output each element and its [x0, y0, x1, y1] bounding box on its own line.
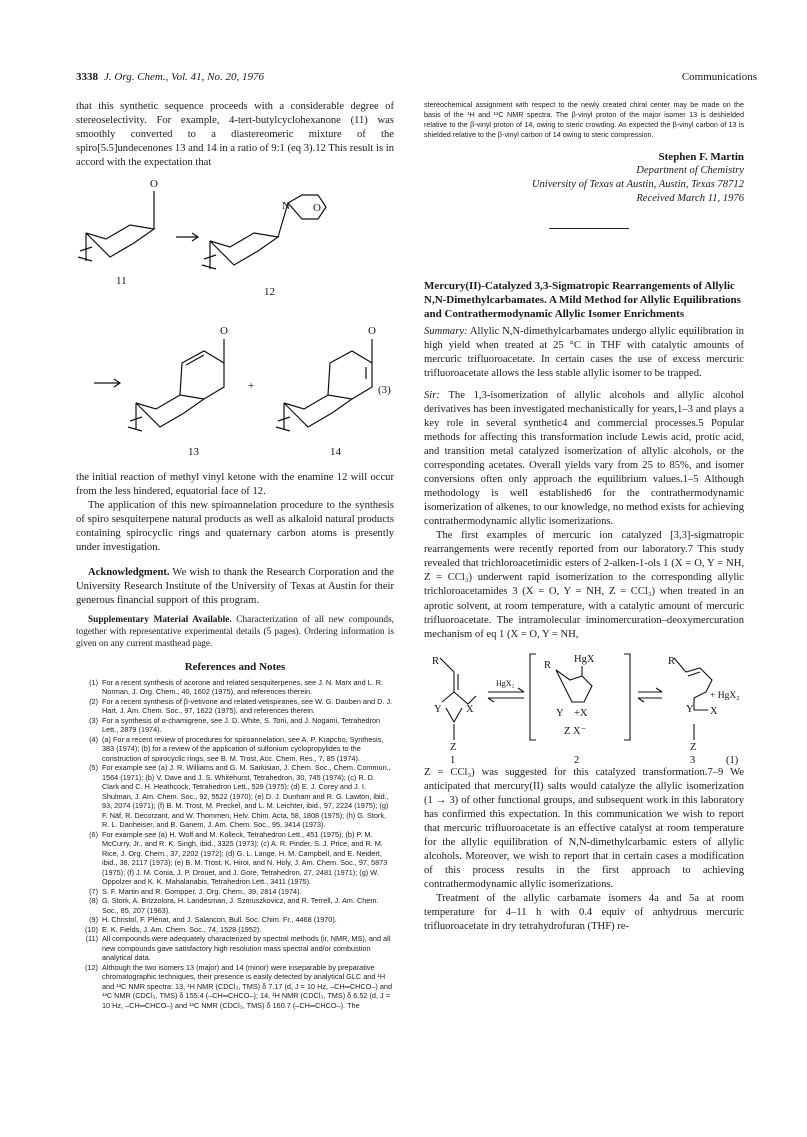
- c12-nitrogen: N: [282, 200, 290, 213]
- reference-text: (a) For a recent review of procedures for spiroannelation, see A. P. Krapcho, Synthesis, 383 (1974); (b) for a review of the application of sulfonium cyclopropylides to the construction of spirocyclic rings, see B. M. Trost, Acc. Chem. Res., 7, 85 (1974).: [102, 734, 384, 763]
- right-column: [424, 100, 744, 934]
- left-column: [76, 100, 394, 1010]
- reference-item: [76, 896, 394, 915]
- ack-heading: Acknowledgment.: [88, 566, 170, 578]
- references-title: References and Notes: [184, 660, 286, 673]
- scheme-eq3: [76, 171, 394, 469]
- article-title: Mercury(II)-Catalyzed 3,3-Sigmatropic Rearrangements of Allylic N,N-Dimethylcarbamates. A Mild Method for Allylic Equilibrations and Contrathermodynamic Allylic Isomer Enrichments: [424, 279, 741, 320]
- c12-oxygen: O: [313, 202, 321, 215]
- eq1-R-3: R: [668, 655, 676, 667]
- reference-item: [76, 963, 394, 1011]
- reference-item: [76, 716, 394, 735]
- reference-text: For a synthesis of α-chamigrene, see J. D. White, S. Torii, and J. Nogami, Tetrahedron Lett., 2879 (1974).: [102, 715, 381, 735]
- reference-number: (10): [85, 924, 98, 934]
- received-date: Received March 11, 1976: [636, 192, 744, 204]
- eq1-Z-1: Z: [450, 741, 457, 753]
- eq1-X-1: X: [466, 703, 474, 715]
- reference-12-continued: stereochemical assignment with respect to the newly created chiral center may be made on the basis of the ¹H and ¹³C NMR spectra. The β-vinyl proton of the major isomer 13 is deshielded relative to the β-vinyl proton of 14, owing to steric crowding. As expected the β-vinyl carbon of 13 is shielded relative to the β-vinyl carbon of 14 owing to steric compression.: [424, 100, 744, 139]
- paragraph-3: Z = CCl₃) was suggested for this catalyzed transformation.7–9 We anticipated that mercury(II) salts would catalyze the allylic isomerization (1 → 3) of other functional groups, and subsequent work in this laboratory has confirmed this expectation. In this communication we wish to report that mercuric trifluoroacetate is an effective catalyst at room temperature for the allylic equilibration of N,N-dimethylcarbamic esters of allylic alcohols. Moreover, we wish to report that in certain cases a modification of this process results in the first approach to achieving contrathermodynamic allylic isomerizations.: [424, 766, 744, 891]
- reference-item: [76, 887, 394, 897]
- reference-text: For example see (a) J. R. Williams and G. M. Sarkisian, J. Chem. Soc., Chem. Commun., 1564 (1971); (b) V. Dave and J. S. Whitehurst, Tetrahedron, 30, 745 (1974); (c) R. D. Clark and C. H. Heathcock, Tetrahedron Lett., 529 (1975); (d) E. J. Corey and J. I. Shulman, J. Am. Chem. Soc., 92, 5522 (1970); (e) D. J. Dunham and R. G. Lawton, ibid., 93, 2074 (1971); (f) B. M. Trost, M. Preckel, and L. M. Leichter, ibid., 97, 2224 (1975); (g) F. Näf, R. Decorzant, and W. Thommen, Helv. Chim. Acta, 58, 1808 (1975); (h) G. Stork, R. L. Danheiser, and B. Ganem, J. Am. Chem. Soc., 95, 3414 (1973).: [102, 763, 391, 830]
- paragraph-1: [424, 389, 744, 529]
- reference-item: [76, 830, 394, 887]
- label-13: 13: [188, 446, 199, 459]
- reference-text: For example see (a) H. Wolf and M. Kolleck, Tetrahedron Lett., 451 (1975); (b) P. M. McCurry, Jr., and R. K. Singh, ibid., 3325 (1973); (c) A. R. Pinder, S. J. Price, and R. M. Rice, J. Org. Chem., 37, 2202 (1972); (d) G. L. Lange, H. M. Campbell, and E. Neidert, ibid., 38, 2117 (1973); (e) B. M. Trost, K. Hiroi, and N. Holy, J. Am. Chem. Soc., 97, 5873 (1975); (f) J. M. Conia, J. P. Drouet, and J. Gore, Tetrahedron, 27, 2481 (1971); (g) W. Oppolzer and K. K. Mahalanabis, Tetrahedron Lett., 3411 (1975).: [102, 829, 388, 887]
- eq1-Z-3: Z: [690, 741, 697, 753]
- paragraph-after-scheme: the initial reaction of methyl vinyl ketone with the enamine 12 will occur from the less hindered, equatorial face of 12.: [76, 472, 394, 498]
- intro-paragraph: that this synthetic sequence proceeds with a considerable degree of stereoselectivity. For example, 4-tert-butylcyclohexanone (11) was smoothly converted to a diastereomeric mixture of the spiro[5.5]undecenones 13 and 14 in a ratio of 9:1 (eq 3).12 This result is in accord with the expectation that: [76, 101, 394, 169]
- eq1-R-1: R: [432, 655, 440, 667]
- c13-oxygen: O: [220, 325, 228, 338]
- reference-item: [76, 934, 394, 963]
- reference-item: [76, 763, 394, 830]
- ack-body: We wish to thank the Research Corporation and the University Research Institute of the University of Texas at Austin for their generous financial support of this program.: [76, 566, 394, 606]
- label-12: 12: [264, 286, 275, 299]
- reference-text: All compounds were adequately characterized by spectral methods (ir, NMR, MS), and all new compounds gave satisfactory high resolution mass spectral and/or combustion analytical data.: [102, 934, 391, 963]
- reference-item: [76, 925, 394, 935]
- reference-text: Although the two isomers 13 (major) and 14 (minor) were inseparable by preparative chromatographic techniques, their presence is easily detected by analytical GLC and ¹H and ¹³C NMR spectra: 13, ¹H NMR (CDCl₃, TMS) δ 7.17 (d, J = 10 Hz, –CH═CHCO–) and ¹³C NMR (CDCl₃, TMS) δ 155.4 (–CH═CHCO–); 14, ¹H NMR (CDCl₃, TMS) δ 6.52 (d, J = 10 Hz, –CH═CHCO–) and ¹³C NMR (CDCl₃, TMS) δ 160.7 (–CH═CHCO–). The: [102, 962, 393, 1010]
- reference-number: (5): [89, 763, 98, 773]
- eq1-number: (1): [726, 754, 739, 766]
- author-name: Stephen F. Martin: [658, 150, 744, 163]
- eq1-plus-HgX2: + HgX₂: [710, 690, 740, 701]
- plus-sign: +: [248, 380, 255, 393]
- eq1-label-2: 2: [574, 754, 580, 766]
- author-university: University of Texas at Austin, Austin, Texas 78712: [531, 178, 744, 190]
- reference-text: S. F. Martin and R. Gompper, J. Org. Chem., 39, 2814 (1974).: [102, 886, 302, 896]
- reference-number: (2): [89, 696, 98, 706]
- section-divider: [549, 228, 629, 229]
- eq1-HgX: HgX: [574, 653, 595, 665]
- sir-label: Sir:: [424, 389, 440, 401]
- equation-1-drawing: [424, 646, 744, 766]
- reference-number: (8): [89, 896, 98, 906]
- c11-oxygen: O: [150, 178, 158, 191]
- header-left: [76, 71, 264, 83]
- eq1-label-3: 3: [690, 754, 696, 766]
- acknowledgment: [76, 566, 394, 608]
- reference-text: For a recent synthesis of β-vetivone and related vetispiranes, see W. G. Dauben and D. J. Hart, J. Am. Chem. Soc., 97, 1622 (1975), and references therein.: [102, 696, 393, 716]
- eq1-label-1: 1: [450, 754, 456, 766]
- reference-text: H. Christol, F. Plénat, and J. Salancon, Bull. Soc. Chim. Fr., 4468 (1970).: [102, 915, 337, 925]
- page-header: [76, 71, 757, 87]
- supplementary-material: [76, 614, 394, 650]
- reference-number: (1): [89, 677, 98, 687]
- reference-text: E. K. Fields, J. Am. Chem. Soc., 74, 1528 (1952).: [102, 924, 262, 934]
- label-14: 14: [330, 446, 341, 459]
- supp-body: Characterization of all new compounds, together with representative experimental details (5 pages). Ordering information is given on any current masthead page.: [76, 614, 394, 649]
- references-list: [76, 678, 394, 1011]
- label-11: 11: [116, 275, 127, 288]
- eq1-X-3: X: [710, 705, 718, 717]
- paragraph-4: Treatment of the allylic carbamate isomers 4a and 5a at room temperature for 4–11 h with 0.4 equiv of anhydrous mercuric trifluoroacetate in dry tetrahydrofuran (THF) re-: [424, 893, 744, 933]
- page-number: 3338: [76, 71, 98, 83]
- reference-text: G. Stork, A. Brizzolora, H. Landesman, J. Szmuszkovicz, and R. Terrell, J. Am. Chem. Soc., 85, 207 (1963).: [102, 896, 379, 915]
- eq1-R-2: R: [544, 659, 552, 671]
- section-label: Communications: [681, 71, 757, 83]
- eq1-Xplus: +X: [574, 707, 588, 719]
- author-signature: [424, 150, 744, 206]
- reference-number: (3): [89, 715, 98, 725]
- summary-text: Allylic N,N-dimethylcarbamates undergo allylic equilibration in high yield when treated at 25 °C in THF with catalytic amounts of mercuric trifluoroacetate. In certain cases the use of excess mercuric trifluoroacetate allows the less stable allylic isomer to be trapped.: [424, 325, 744, 379]
- reference-item: [76, 697, 394, 716]
- reference-item: [76, 678, 394, 697]
- eq1-Y-2: Y: [556, 707, 564, 719]
- reference-number: (6): [89, 829, 98, 839]
- reference-text: For a recent synthesis of acorone and related sesquiterpenes, see J. N. Marx and L. R. Norman, J. Org. Chem., 40, 1602 (1975), and references therein.: [102, 677, 384, 697]
- eq1-ZXminus: Z X⁻: [564, 725, 587, 737]
- equation-1: [424, 646, 744, 766]
- eq1-Y-3: Y: [686, 703, 694, 715]
- reference-item: [76, 915, 394, 925]
- c14-oxygen: O: [368, 325, 376, 338]
- journal-citation: J. Org. Chem., Vol. 41, No. 20, 1976: [104, 71, 265, 83]
- scheme-eq3-drawing: [76, 171, 394, 469]
- reference-item: [76, 735, 394, 764]
- paragraph-application: The application of this new spiroannelation procedure to the synthesis of spiro sesquiterpene natural products as well as alkaloid natural products containing spirocyclic rings and quaternary carbon atoms is presently under investigation.: [76, 500, 394, 554]
- eq1-HgX2-arrow: HgX₂: [496, 678, 515, 688]
- paragraph-2: The first examples of mercuric ion catalyzed [3,3]-sigmatropic rearrangements were recently reported from our laboratory.7 This study revealed that trichloroacetimidic esters of 2-alken-1-ols 1 (X = O, Y = NH, Z = CCl₃) underwent rapid isomerization to the corresponding allylic trichloroacetamides 3 (X = O, Y = NH, Z = CCl₃) when treated in an aprotic solvent, at room temperature, with a catalytic amount of mercuric trifluoroacetate. The intramolecular iminomercuration–deoxymercuration mechanism of eq 1 (X = O, Y = NH,: [424, 530, 744, 640]
- eq3-number: (3): [378, 384, 391, 397]
- summary-label: Summary:: [424, 325, 468, 337]
- reference-number: (11): [85, 934, 98, 944]
- reference-number: (9): [89, 915, 98, 925]
- reference-number: (12): [85, 962, 98, 972]
- supp-heading: Supplementary Material Available.: [88, 614, 232, 625]
- reference-number: (7): [89, 886, 98, 896]
- eq1-Y-1: Y: [434, 703, 442, 715]
- author-department: Department of Chemistry: [636, 164, 744, 176]
- reference-number: (4): [89, 734, 98, 744]
- paragraph-1-text: The 1,3-isomerization of allylic alcohols and allylic alcohol derivatives has been investigated mechanistically for years,1–3 and plays a key role in several synthetic4 and commercial processes.5 Popular methods for affecting this transformation include Lewis acid, protic acid, and transition metal catalyzed isomerization of allylic alcohols, or the corresponding acetates. Overall yields vary from 25 to 85%, and isomer conversions often only approach the equilibrium values.1–5 Although methodology is well established6 for the contrathermodynamic isomerization of alkenes, to our knowledge, no method exists for achieving contrathermodynamic allylic isomerizations.: [424, 389, 744, 528]
- summary: [424, 325, 744, 381]
